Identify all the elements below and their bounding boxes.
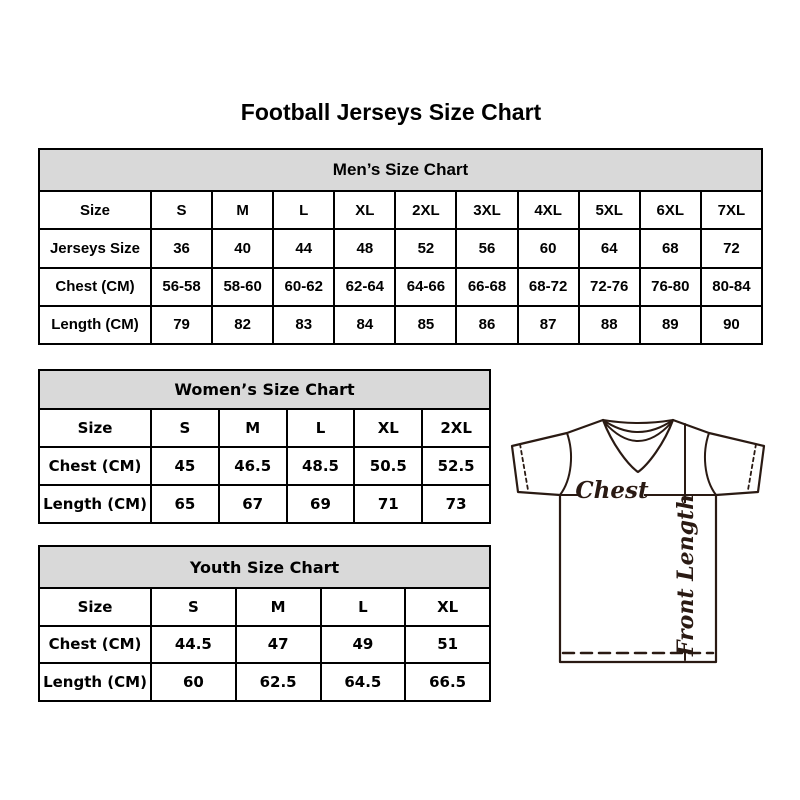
table-title: Women’s Size Chart	[39, 370, 490, 409]
table-title: Men’s Size Chart	[39, 149, 762, 191]
collar-v-outline	[603, 420, 673, 472]
value-cell: 76-80	[640, 268, 701, 306]
value-cell: 87	[518, 306, 579, 344]
row-label-cell: Size	[39, 409, 151, 447]
front-length-label: Front Length	[673, 493, 699, 657]
row-label-cell: Length (CM)	[39, 485, 151, 523]
row-label-cell: Length (CM)	[39, 663, 151, 701]
value-cell: L	[321, 588, 406, 626]
row-label-cell: Size	[39, 588, 151, 626]
row-label-cell: Chest (CM)	[39, 447, 151, 485]
value-cell: L	[287, 409, 355, 447]
value-cell: M	[219, 409, 287, 447]
value-cell: 47	[236, 626, 321, 664]
value-cell: 52	[395, 229, 456, 267]
value-cell: 66.5	[405, 663, 490, 701]
value-cell: S	[151, 588, 236, 626]
value-cell: 48	[334, 229, 395, 267]
size-table	[38, 369, 491, 524]
value-cell: 65	[151, 485, 219, 523]
value-cell: 46.5	[219, 447, 287, 485]
table-row	[39, 588, 490, 626]
row-label-cell: Chest (CM)	[39, 268, 151, 306]
value-cell: 3XL	[456, 191, 517, 229]
value-cell: 50.5	[354, 447, 422, 485]
table-row	[39, 229, 762, 267]
value-cell: 4XL	[518, 191, 579, 229]
value-cell: 56	[456, 229, 517, 267]
table-row	[39, 306, 762, 344]
jersey-measurement-diagram	[505, 398, 775, 668]
value-cell: 36	[151, 229, 212, 267]
womens-size-table	[38, 369, 491, 524]
value-cell: 60-62	[273, 268, 334, 306]
value-cell: 88	[579, 306, 640, 344]
table-row	[39, 268, 762, 306]
value-cell: 60	[151, 663, 236, 701]
value-cell: 6XL	[640, 191, 701, 229]
value-cell: 44.5	[151, 626, 236, 664]
value-cell: 66-68	[456, 268, 517, 306]
value-cell: 7XL	[701, 191, 762, 229]
value-cell: 2XL	[395, 191, 456, 229]
value-cell: L	[273, 191, 334, 229]
table-row	[39, 626, 490, 664]
youth-size-table	[38, 545, 491, 702]
jersey-outline	[512, 420, 764, 662]
value-cell: 51	[405, 626, 490, 664]
chest-label: Chest	[575, 477, 649, 504]
value-cell: 86	[456, 306, 517, 344]
table-row	[39, 409, 490, 447]
value-cell: 48.5	[287, 447, 355, 485]
jersey-diagram-svg	[505, 398, 775, 668]
value-cell: 49	[321, 626, 406, 664]
value-cell: 83	[273, 306, 334, 344]
value-cell: 5XL	[579, 191, 640, 229]
armhole-seam-right	[705, 433, 716, 495]
table-row	[39, 485, 490, 523]
value-cell: 72-76	[579, 268, 640, 306]
value-cell: M	[212, 191, 273, 229]
value-cell: 62-64	[334, 268, 395, 306]
value-cell: XL	[354, 409, 422, 447]
cuff-dash-right	[748, 444, 756, 490]
value-cell: 68	[640, 229, 701, 267]
value-cell: 56-58	[151, 268, 212, 306]
row-label-cell: Chest (CM)	[39, 626, 151, 664]
value-cell: 73	[422, 485, 490, 523]
table-row	[39, 191, 762, 229]
collar-top-edge	[603, 420, 673, 423]
row-label-cell: Jerseys Size	[39, 229, 151, 267]
page-title: Football Jerseys Size Chart	[240, 99, 542, 125]
value-cell: 89	[640, 306, 701, 344]
value-cell: XL	[334, 191, 395, 229]
armhole-seam-left	[560, 433, 571, 495]
table-title: Youth Size Chart	[39, 546, 490, 588]
value-cell: 90	[701, 306, 762, 344]
value-cell: 69	[287, 485, 355, 523]
value-cell: 64.5	[321, 663, 406, 701]
value-cell: 72	[701, 229, 762, 267]
value-cell: 60	[518, 229, 579, 267]
value-cell: S	[151, 191, 212, 229]
value-cell: 84	[334, 306, 395, 344]
value-cell: XL	[405, 588, 490, 626]
value-cell: 44	[273, 229, 334, 267]
value-cell: 52.5	[422, 447, 490, 485]
size-table	[38, 545, 491, 702]
table-row	[39, 663, 490, 701]
value-cell: M	[236, 588, 321, 626]
value-cell: 40	[212, 229, 273, 267]
value-cell: 68-72	[518, 268, 579, 306]
value-cell: 2XL	[422, 409, 490, 447]
value-cell: 82	[212, 306, 273, 344]
table-header-row	[39, 546, 490, 588]
value-cell: 79	[151, 306, 212, 344]
size-table	[38, 148, 763, 345]
row-label-cell: Size	[39, 191, 151, 229]
value-cell: 62.5	[236, 663, 321, 701]
value-cell: 67	[219, 485, 287, 523]
value-cell: 71	[354, 485, 422, 523]
value-cell: 64-66	[395, 268, 456, 306]
value-cell: S	[151, 409, 219, 447]
table-header-row	[39, 149, 762, 191]
cuff-dash-left	[520, 444, 528, 490]
value-cell: 58-60	[212, 268, 273, 306]
row-label-cell: Length (CM)	[39, 306, 151, 344]
mens-size-table	[38, 148, 763, 345]
table-row	[39, 447, 490, 485]
value-cell: 80-84	[701, 268, 762, 306]
value-cell: 85	[395, 306, 456, 344]
value-cell: 45	[151, 447, 219, 485]
table-header-row	[39, 370, 490, 409]
value-cell: 64	[579, 229, 640, 267]
